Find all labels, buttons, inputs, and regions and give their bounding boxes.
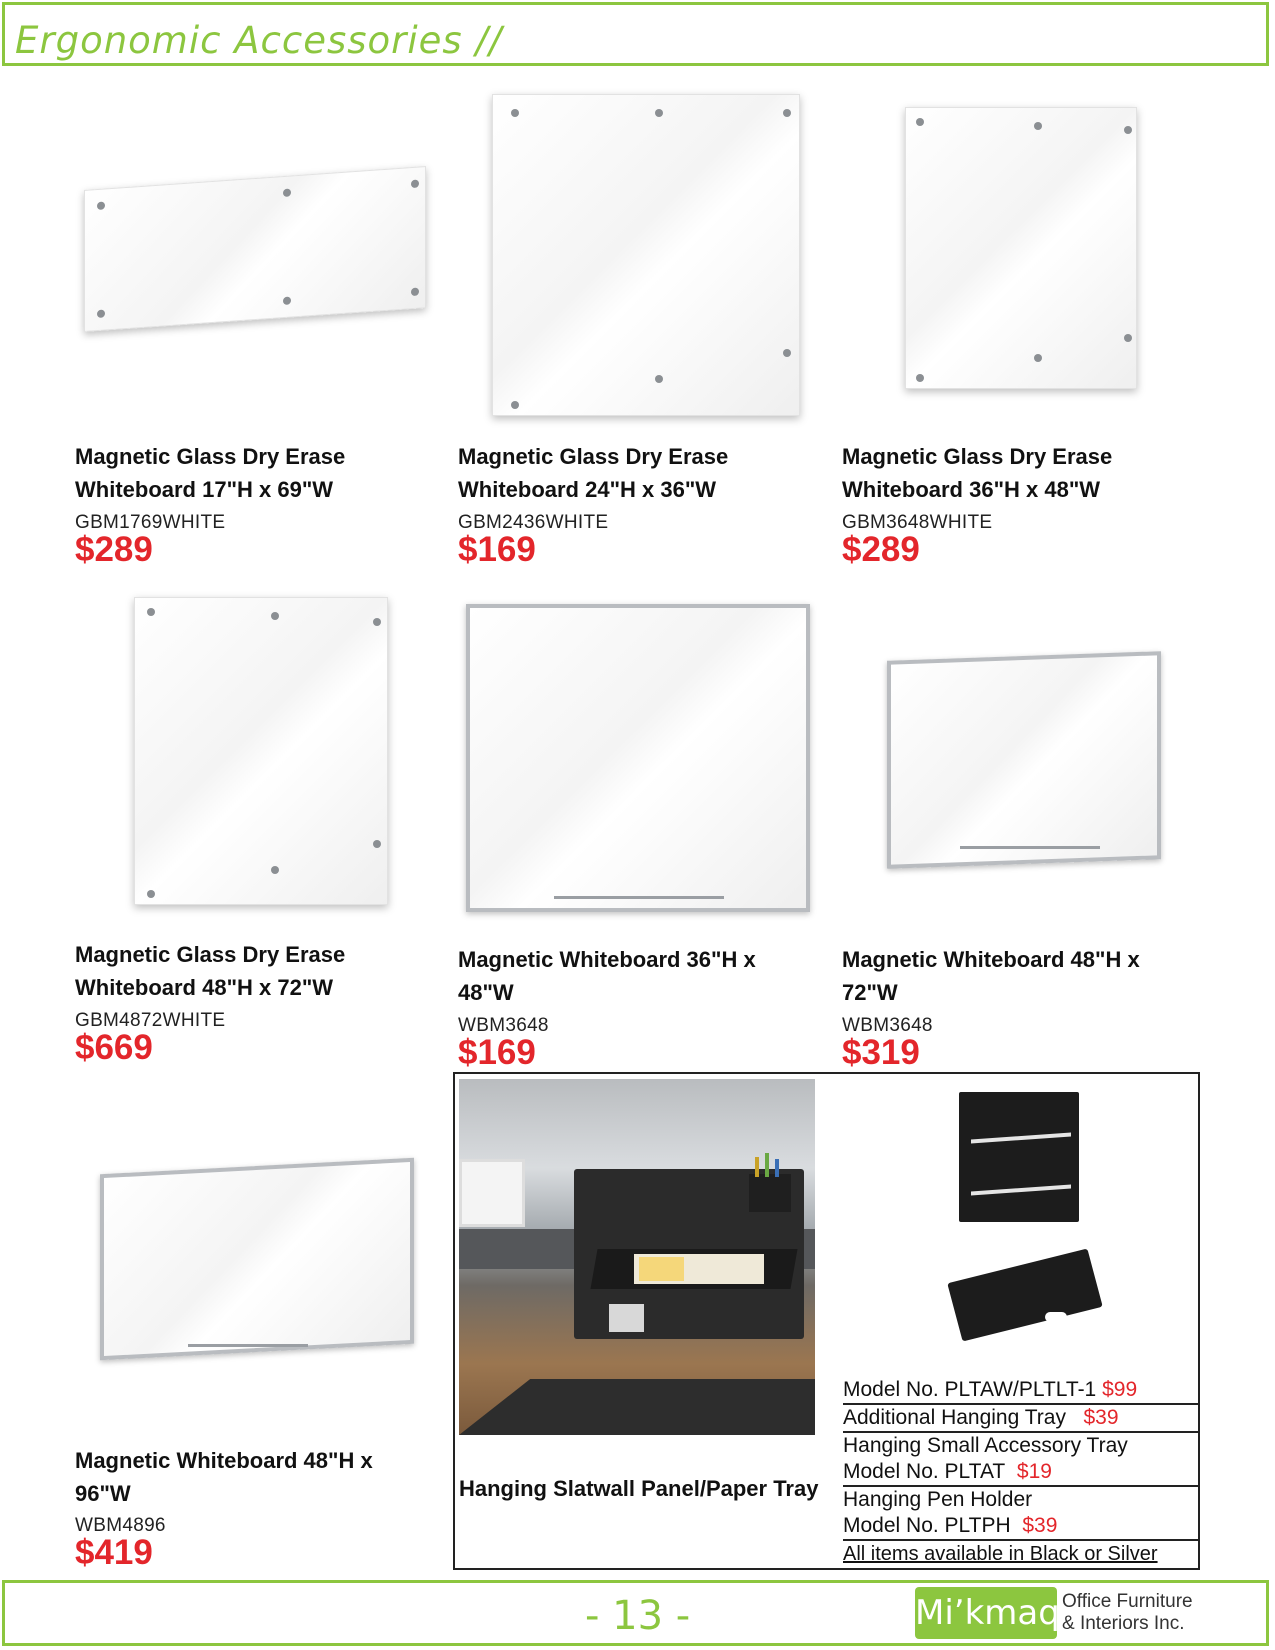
product-name: Magnetic Whiteboard 48"H x 72"W: [842, 947, 1140, 1005]
product-name: Magnetic Glass Dry Erase Whiteboard 48"H x 72"W: [75, 942, 346, 1000]
product-model: GBM2436WHITE: [458, 512, 609, 533]
slatwall-product-name: Hanging Slatwall Panel/Paper Tray: [459, 1476, 819, 1501]
slatwall-panel-image: [959, 1092, 1079, 1222]
info-line: Hanging Pen Holder: [843, 1488, 1033, 1511]
product-name: Magnetic Glass Dry Erase Whiteboard 36"H x 48"W: [842, 444, 1113, 502]
product-model: WBM3648: [458, 1015, 549, 1036]
product-price: $319: [842, 1033, 920, 1072]
product-model: GBM4872WHITE: [75, 1010, 226, 1031]
info-line: All items available in Black or Silver: [843, 1543, 1158, 1565]
product-name: Magnetic Whiteboard 36"H x 48"W: [458, 947, 756, 1005]
page-number: - 13 -: [585, 1593, 691, 1639]
product-image-wbm4896: [98, 1160, 413, 1360]
product-name: Magnetic Whiteboard 48"H x 96"W: [75, 1448, 373, 1506]
product-name: Magnetic Glass Dry Erase Whiteboard 17"H x 69"W: [75, 444, 346, 502]
page-footer: [2, 1580, 1269, 1646]
product-model: WBM4896: [75, 1515, 166, 1536]
product-image-wbm3648: [464, 602, 809, 912]
info-line: Model No. PLTPH $39: [843, 1513, 1200, 1541]
product-image-gbm4872: [132, 595, 394, 910]
paper-tray-image: [945, 1252, 1105, 1342]
product-price: $419: [75, 1533, 153, 1572]
product-price: $289: [75, 530, 153, 569]
product-price: $169: [458, 530, 536, 569]
page-header: [2, 2, 1269, 66]
product-model: GBM1769WHITE: [75, 512, 226, 533]
product-image-wbm3648-72: [885, 650, 1160, 868]
info-line: Hanging Small Accessory Tray: [843, 1434, 1128, 1457]
info-line: Additional Hanging Tray $39: [843, 1405, 1200, 1433]
product-name: Magnetic Glass Dry Erase Whiteboard 24"H x 36"W: [458, 444, 729, 502]
company-name: Office Furniture & Interiors Inc.: [1062, 1591, 1193, 1634]
slatwall-photo: [459, 1079, 815, 1435]
info-line: Model No. PLTAT $19: [843, 1459, 1200, 1487]
product-image-gbm2436: [488, 90, 806, 420]
product-model: GBM3648WHITE: [842, 512, 993, 533]
product-price: $169: [458, 1033, 536, 1072]
product-model: WBM3648: [842, 1015, 933, 1036]
company-logo: Mi’kmaq: [915, 1587, 1057, 1639]
product-price: $289: [842, 530, 920, 569]
product-image-gbm1769: [80, 170, 430, 330]
slatwall-product-box: [453, 1072, 1200, 1570]
info-line: Model No. PLTAW/PLTLT-1 $99: [843, 1377, 1200, 1405]
page-title: Ergonomic Accessories //: [15, 19, 503, 62]
slatwall-info-list: [843, 1377, 1200, 1567]
product-image-gbm3648: [903, 105, 1143, 395]
product-price: $669: [75, 1028, 153, 1067]
